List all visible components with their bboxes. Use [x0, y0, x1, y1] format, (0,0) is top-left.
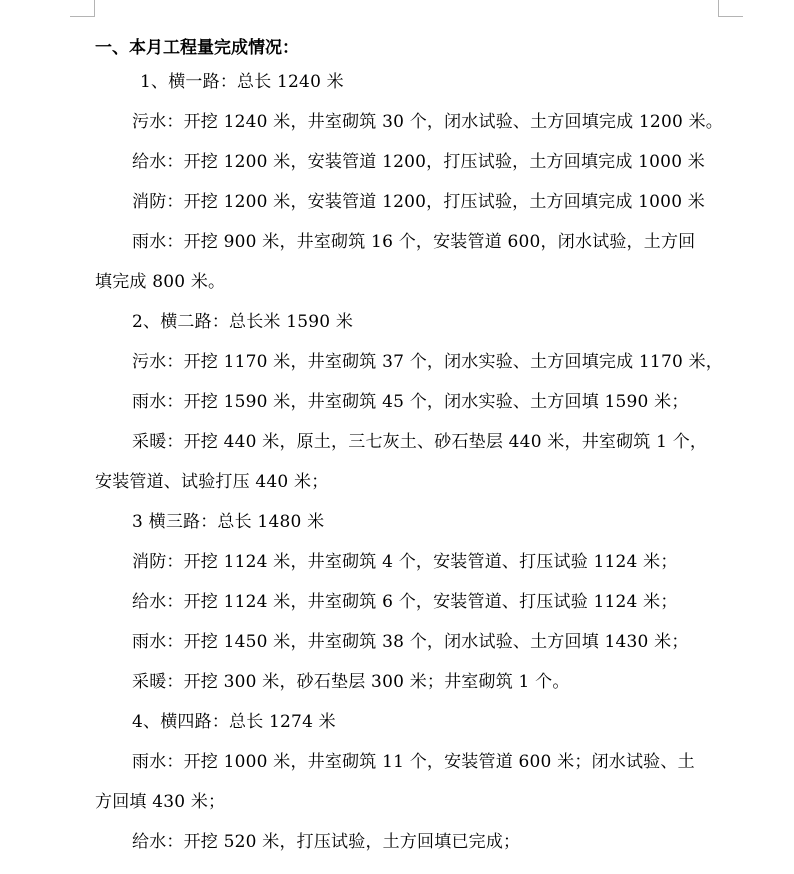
document-body [95, 34, 723, 862]
page-margin-corner-top-left [70, 0, 95, 17]
road-section-title-1: 1、横一路：总长 1240 米 [140, 72, 344, 92]
paragraph-line: 采暖：开挖 440 米，原土，三七灰土、砂石垫层 440 米，井室砌筑 1 个， [132, 432, 708, 452]
paragraph-line: 消防：开挖 1124 米，井室砌筑 4 个，安装管道、打压试验 1124 米； [132, 552, 678, 572]
road-section-title-3: 3 横三路：总长 1480 米 [132, 512, 325, 532]
paragraph-line-continuation: 安装管道、试验打压 440 米； [95, 472, 329, 492]
paragraph-line-continuation: 填完成 800 米。 [95, 272, 226, 292]
paragraph-line: 给水：开挖 1124 米，井室砌筑 6 个，安装管道、打压试验 1124 米； [132, 592, 678, 612]
paragraph-line: 雨水：开挖 1590 米，井室砌筑 45 个，闭水实验、土方回填 1590 米； [132, 392, 689, 412]
paragraph-line: 雨水：开挖 900 米，井室砌筑 16 个，安装管道 600，闭水试验，土方回 [132, 232, 696, 252]
section-heading: 一、本月工程量完成情况： [95, 38, 299, 58]
paragraph-line: 污水：开挖 1170 米，井室砌筑 37 个，闭水实验、土方回填完成 1170 米， [132, 352, 723, 372]
paragraph-line: 雨水：开挖 1450 米，井室砌筑 38 个，闭水试验、土方回填 1430 米； [132, 632, 689, 652]
paragraph-line: 给水：开挖 1200 米，安装管道 1200，打压试验，土方回填完成 1000 米 [132, 152, 706, 172]
road-section-title-4: 4、横四路：总长 1274 米 [132, 712, 336, 732]
paragraph-line: 雨水：开挖 1000 米，井室砌筑 11 个，安装管道 600 米；闭水试验、土 [132, 752, 695, 772]
paragraph-line: 采暖：开挖 300 米，砂石垫层 300 米；井室砌筑 1 个。 [132, 672, 570, 692]
paragraph-line: 给水：开挖 520 米，打压试验，土方回填已完成； [132, 832, 521, 852]
page-margin-corner-top-right [718, 0, 743, 17]
paragraph-line-continuation: 方回填 430 米； [95, 792, 226, 812]
paragraph-line: 消防：开挖 1200 米，安装管道 1200，打压试验，土方回填完成 1000 米 [132, 192, 706, 212]
paragraph-line: 污水：开挖 1240 米，井室砌筑 30 个，闭水试验、土方回填完成 1200 米。 [132, 112, 723, 132]
road-section-title-2: 2、横二路：总长米 1590 米 [132, 312, 354, 332]
